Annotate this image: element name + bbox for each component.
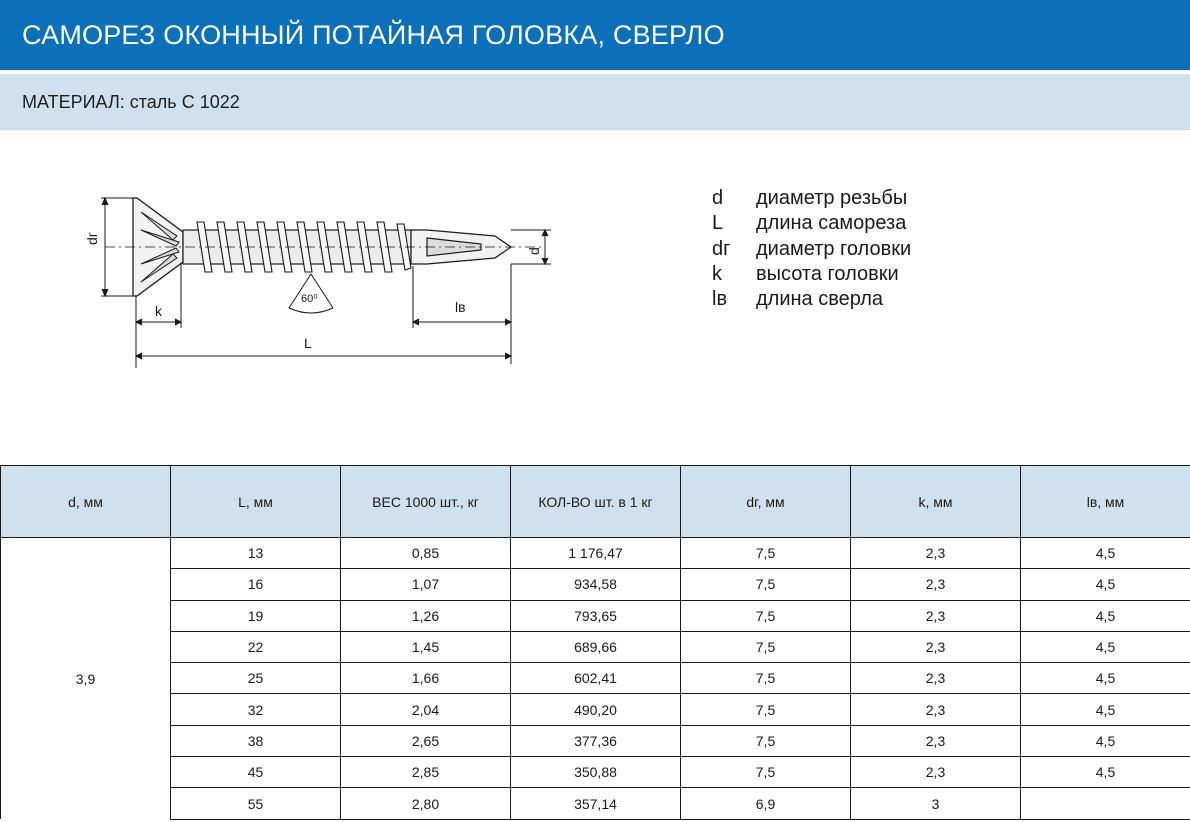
legend-description: диаметр резьбы	[756, 187, 908, 209]
cell-weight: 2,80	[341, 788, 511, 819]
symbol-legend	[712, 186, 911, 312]
cell-lv: 4,5	[1021, 600, 1190, 631]
legend-row	[712, 186, 911, 211]
cell-lv: 4,5	[1021, 725, 1190, 756]
cell-L: 55	[171, 788, 341, 819]
header-L: L, мм	[171, 466, 341, 538]
cell-dg: 7,5	[681, 757, 851, 788]
legend-description: диаметр головки	[756, 237, 912, 260]
header-weight: ВЕС 1000 шт., кг	[341, 466, 511, 538]
cell-k: 3	[851, 788, 1021, 819]
d-value-cell: 3,9	[1, 538, 171, 820]
cell-L: 25	[171, 663, 341, 694]
legend-row	[712, 237, 911, 262]
table-row	[1, 569, 1190, 600]
label-lv: lв	[455, 299, 466, 315]
label-d: d	[526, 247, 542, 255]
legend-symbol: dг	[712, 237, 731, 260]
cell-L: 13	[171, 538, 341, 569]
cell-quantity: 689,66	[511, 631, 681, 662]
screw-drawing	[75, 178, 575, 378]
cell-weight: 1,26	[341, 600, 511, 631]
cell-weight: 0,85	[341, 538, 511, 569]
label-k: k	[155, 303, 162, 319]
cell-L: 19	[171, 600, 341, 631]
cell-quantity: 793,65	[511, 600, 681, 631]
table-row	[1, 663, 1190, 694]
table-row	[1, 600, 1190, 631]
legend-description: высота головки	[756, 262, 899, 285]
table-header-row	[1, 466, 1190, 538]
cell-quantity: 357,14	[511, 788, 681, 819]
cell-lv: 4,5	[1021, 631, 1190, 662]
spec-table	[0, 465, 1190, 820]
cell-L: 32	[171, 694, 341, 725]
cell-k: 2,3	[851, 538, 1021, 569]
cell-dg: 7,5	[681, 631, 851, 662]
cell-quantity: 377,36	[511, 725, 681, 756]
cell-lv: 4,5	[1021, 757, 1190, 788]
cell-weight: 2,85	[341, 757, 511, 788]
cell-dg: 7,5	[681, 600, 851, 631]
cell-weight: 1,66	[341, 663, 511, 694]
cell-dg: 7,5	[681, 663, 851, 694]
cell-L: 45	[171, 757, 341, 788]
cell-lv	[1021, 788, 1190, 819]
cell-k: 2,3	[851, 663, 1021, 694]
cell-dg: 6,9	[681, 788, 851, 819]
legend-row	[712, 287, 911, 312]
legend-symbol: d	[712, 187, 724, 209]
legend-symbol: L	[712, 212, 724, 235]
header-dg: dг, мм	[681, 466, 851, 538]
cell-k: 2,3	[851, 600, 1021, 631]
cell-k: 2,3	[851, 757, 1021, 788]
cell-quantity: 1 176,47	[511, 538, 681, 569]
table-row	[1, 725, 1190, 756]
legend-row	[712, 262, 911, 287]
cell-L: 22	[171, 631, 341, 662]
legend-symbol: k	[712, 262, 722, 285]
cell-lv: 4,5	[1021, 538, 1190, 569]
table-row	[1, 631, 1190, 662]
cell-quantity: 490,20	[511, 694, 681, 725]
cell-L: 38	[171, 725, 341, 756]
cell-k: 2,3	[851, 569, 1021, 600]
dim-lv	[413, 264, 511, 328]
cell-k: 2,3	[851, 631, 1021, 662]
cell-lv: 4,5	[1021, 694, 1190, 725]
header-quantity: КОЛ-ВО шт. в 1 кг	[511, 466, 681, 538]
cell-dg: 7,5	[681, 538, 851, 569]
legend-description: длина самореза	[756, 212, 907, 235]
legend-row	[712, 211, 911, 236]
legend-symbol: lв	[712, 288, 728, 311]
cell-weight: 2,65	[341, 725, 511, 756]
table-row	[1, 538, 1190, 569]
table-row	[1, 788, 1190, 819]
cell-quantity: 602,41	[511, 663, 681, 694]
cell-k: 2,3	[851, 694, 1021, 725]
page-title: САМОРЕЗ ОКОННЫЙ ПОТАЙНАЯ ГОЛОВКА, СВЕРЛО	[0, 0, 1190, 70]
cell-lv: 4,5	[1021, 569, 1190, 600]
cell-lv: 4,5	[1021, 663, 1190, 694]
cell-dg: 7,5	[681, 569, 851, 600]
table-row	[1, 757, 1190, 788]
header-lv: lв, мм	[1021, 466, 1190, 538]
table-row	[1, 694, 1190, 725]
cell-dg: 7,5	[681, 725, 851, 756]
cell-k: 2,3	[851, 725, 1021, 756]
thread-body	[183, 230, 411, 264]
cell-L: 16	[171, 569, 341, 600]
cell-weight: 1,45	[341, 631, 511, 662]
cell-dg: 7,5	[681, 694, 851, 725]
header-d: d, мм	[1, 466, 171, 538]
header-k: k, мм	[851, 466, 1021, 538]
label-angle: 60⁰	[301, 293, 318, 305]
cell-weight: 1,07	[341, 569, 511, 600]
material-line: МАТЕРИАЛ: сталь С 1022	[0, 74, 1190, 130]
label-dg: dг	[84, 232, 100, 245]
dim-L	[136, 328, 511, 364]
cell-quantity: 934,58	[511, 569, 681, 600]
legend-description: длина сверла	[756, 288, 883, 311]
cell-weight: 2,04	[341, 694, 511, 725]
label-L: L	[304, 335, 312, 351]
cell-quantity: 350,88	[511, 757, 681, 788]
